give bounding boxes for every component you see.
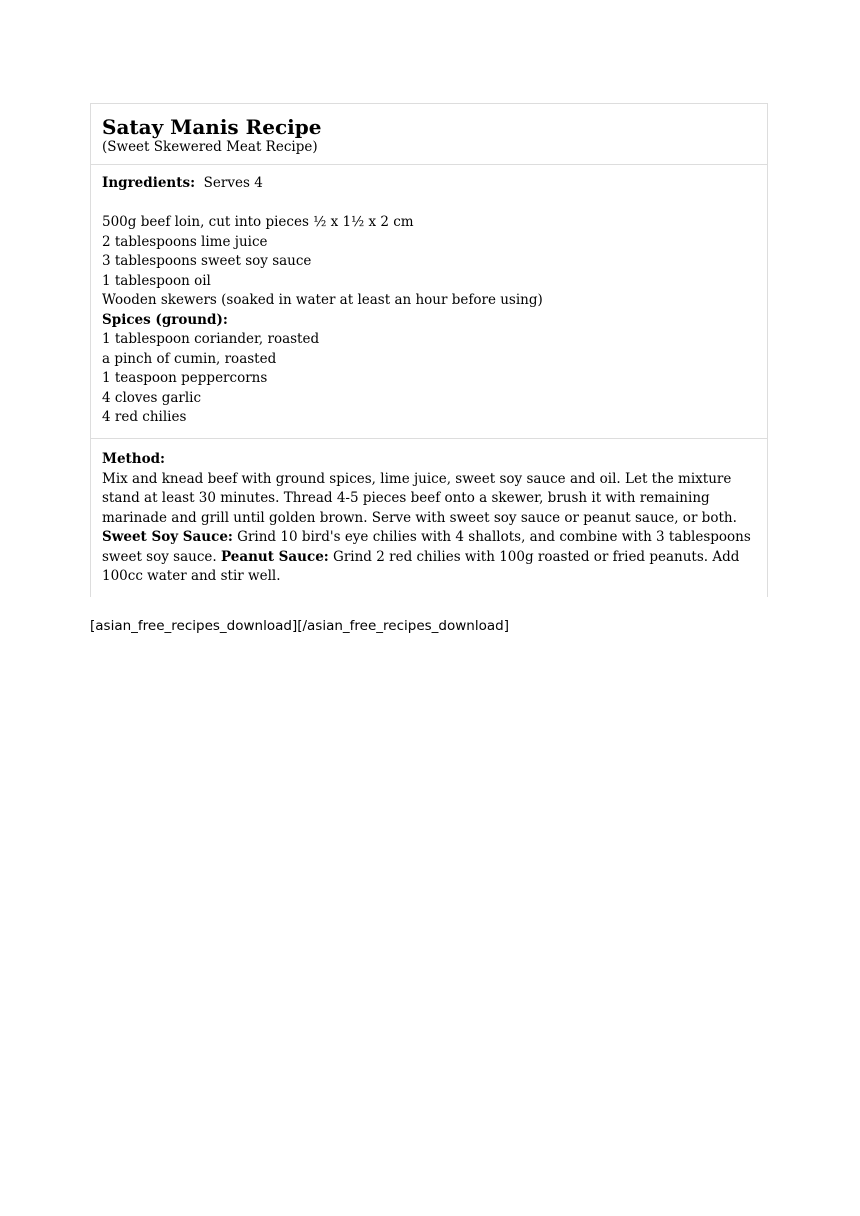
spice-item: 4 cloves garlic	[102, 389, 202, 406]
sweet-soy-sauce-label: Sweet Soy Sauce:	[102, 529, 233, 545]
method-section	[91, 439, 767, 597]
spice-item: 1 tablespoon coriander, roasted	[102, 331, 320, 347]
recipe-subtitle: (Sweet Skewered Meat Recipe)	[102, 139, 318, 155]
ingredient-item: 2 tablespoons lime juice	[102, 233, 268, 250]
peanut-sauce-label: Peanut Sauce:	[220, 548, 329, 565]
recipe-card	[90, 103, 768, 597]
serves-text: Serves 4	[203, 175, 263, 191]
download-shortcode: [asian_free_recipes_download][/asian_free_recipes_download]	[90, 618, 509, 634]
method-label: Method:	[102, 451, 166, 467]
sweet-soy-sauce-text: Grind 10 bird's eye chilies with 4 shallots, and combine with 3 tablespoons sweet soy sauce.	[102, 529, 751, 565]
ingredient-item: 500g beef loin, cut into pieces ½ x 1½ x 2 cm	[102, 214, 414, 230]
spices-label: Spices (ground):	[102, 311, 228, 328]
ingredient-item: 1 tablespoon oil	[102, 272, 211, 289]
recipe-title-section	[91, 104, 767, 165]
ingredients-section	[91, 165, 767, 439]
ingredient-item: 3 tablespoons sweet soy sauce	[102, 253, 312, 269]
method-instructions: Mix and knead beef with ground spices, lime juice, sweet soy sauce and oil. Let the mixture stand at least 30 minutes. Thread 4-5 pieces beef onto a skewer, brush it with remaining marinade and grill until golden brown. Serve with sweet soy sauce or peanut sauce, or both.	[102, 470, 737, 526]
spice-item: 1 teaspoon peppercorns	[102, 370, 268, 386]
ingredient-item: Wooden skewers (soaked in water at least an hour before using)	[102, 292, 543, 308]
spice-item: a pinch of cumin, roasted	[102, 350, 277, 367]
ingredients-header	[102, 174, 756, 194]
spice-item: 4 red chilies	[102, 409, 187, 425]
recipe-title: Satay Manis Recipe	[102, 115, 322, 139]
ingredients-label: Ingredients:	[102, 175, 196, 191]
peanut-sauce-text: Grind 2 red chilies with 100g roasted or fried peanuts. Add 100cc water and stir well.	[102, 548, 740, 584]
method-text	[102, 470, 756, 587]
